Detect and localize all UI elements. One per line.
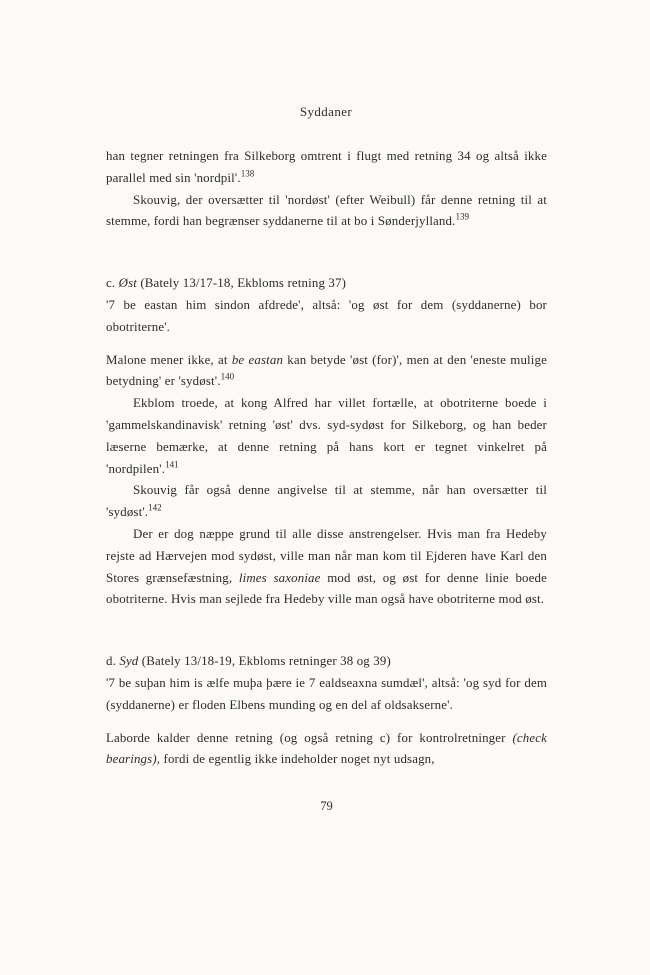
text-run: Laborde kalder denne retning (og også retning c) for kontrolretninger xyxy=(106,730,513,745)
paragraph xyxy=(106,673,547,717)
paragraph xyxy=(106,480,547,524)
text-run: Skouvig, der oversætter til 'nordøst' (efter Weibull) får denne retning til at stemme, fordi han begrænser syddanerne til at bo i Sønderjylland. xyxy=(106,192,547,229)
text-run: be eastan xyxy=(231,352,284,367)
paragraph xyxy=(106,393,547,480)
text-run: '7 be eastan him sindon afdrede', altså: 'og øst for dem (syddanerne) bor obotriterne'. xyxy=(106,297,547,334)
footnote-ref: 140 xyxy=(220,372,235,383)
text-run: mod øst, og øst for denne linie boede obotriterne. Hvis man sejlede fra Hedeby ville man også have obotriterne mod øst. xyxy=(106,570,547,607)
paragraph xyxy=(106,146,547,190)
paragraph xyxy=(106,728,547,772)
running-head: Syddaner xyxy=(299,104,353,119)
paragraph xyxy=(106,295,547,339)
text-run: '7 be suþan him is ælfe muþa þære ie 7 ealdseaxna sumdæl', altså: 'og syd for dem (syddanerne) er floden Elbens munding og en del af oldsakserne'. xyxy=(106,675,547,712)
text-run: kan betyde 'øst (for)', men at den 'eneste mulige betydning' er 'sydøst'. xyxy=(106,352,547,389)
paragraph xyxy=(106,524,547,611)
text-run: Skouvig får også denne angivelse til at stemme, når han oversætter til 'sydøst'. xyxy=(106,483,547,520)
page-number: 79 xyxy=(320,799,333,814)
paragraph xyxy=(106,350,547,394)
text-run: han tegner retningen fra Silkeborg omtrent i flugt med retning 34 og altså ikke parallel med sin 'nordpil'. xyxy=(106,149,547,185)
text-run: (Bately 13/17-18, Ekbloms retning 37) xyxy=(136,276,347,291)
footnote-ref: 141 xyxy=(165,459,179,470)
paragraph xyxy=(106,190,547,234)
text-run: c. xyxy=(106,276,119,291)
text-run: (check bearings) xyxy=(106,730,547,767)
text-run: , fordi de egentlig ikke indeholder noget nyt udsagn, xyxy=(156,752,435,767)
section-heading xyxy=(106,651,547,673)
footnote-ref: 142 xyxy=(148,502,162,513)
text-run: Ekblom troede, at kong Alfred har villet fortælle, at obotriterne boede i 'gammelskandinavisk' retning 'øst' dvs. syd-sydøst for Silkeborg, og han beder læserne bemærke, at denne retning på hans kort er tegnet vinkelret på 'nordpilen'. xyxy=(106,396,547,476)
text-run: (Bately 13/18-19, Ekbloms retninger 38 og 39) xyxy=(138,654,391,669)
footnote-ref: 139 xyxy=(455,212,469,223)
text-body xyxy=(106,146,547,771)
text-run: limes saxoniae xyxy=(238,570,321,585)
text-run: Øst xyxy=(118,276,137,291)
section-heading xyxy=(106,273,547,295)
text-run: Malone mener ikke, at xyxy=(106,352,232,367)
text-run: Syd xyxy=(119,654,139,669)
text-run: d. xyxy=(106,654,120,669)
text-run: Der er dog næppe grund til alle disse anstrengelser. Hvis man fra Hedeby rejste ad Hærvejen mod sydøst, ville man når man kom til Ejderen have Karl den Stores grænsefæstning, xyxy=(106,526,547,585)
footnote-ref: 138 xyxy=(240,168,255,179)
